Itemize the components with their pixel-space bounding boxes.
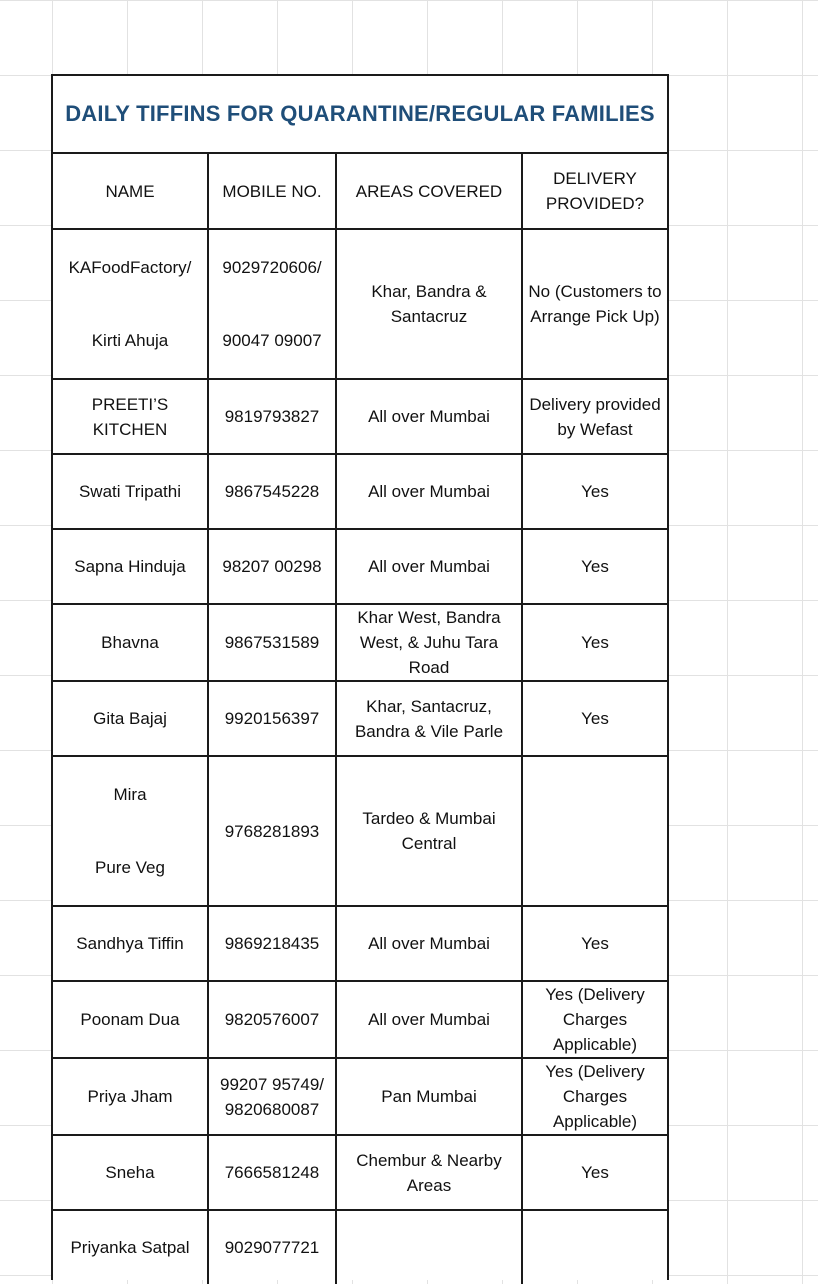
name-line: Kirti Ahuja [91,331,169,350]
name-cell: Sneha [53,1135,208,1210]
mobile-cell: 9869218435 [208,906,336,981]
name-cell [53,756,208,906]
areas-cell: Tardeo & Mumbai Central [336,756,522,906]
areas-cell: All over Mumbai [336,529,522,604]
header-name: NAME [53,154,208,229]
delivery-cell: Yes [522,681,667,756]
mobile-cell: 9920156397 [208,681,336,756]
name-cell: Sandhya Tiffin [53,906,208,981]
table-row [53,1058,667,1135]
header-areas: AREAS COVERED [336,154,522,229]
table-row [53,981,667,1058]
delivery-cell: Yes [522,906,667,981]
table-row [53,1210,667,1284]
tiffin-list-sheet [51,74,669,1280]
mobile-line: 9029720606/ [222,258,322,277]
mobile-line: 90047 09007 [222,331,322,350]
table-row [53,454,667,529]
mobile-cell: 9768281893 [208,756,336,906]
areas-cell: All over Mumbai [336,379,522,454]
delivery-cell: Yes [522,604,667,681]
mobile-cell: 99207 95749/ 9820680087 [208,1058,336,1135]
table-row [53,681,667,756]
mobile-cell: 9029077721 [208,1210,336,1284]
name-cell: Gita Bajaj [53,681,208,756]
delivery-cell: Yes [522,1135,667,1210]
name-line: KAFoodFactory/ [68,258,192,277]
name-cell: Bhavna [53,604,208,681]
mobile-cell: 9819793827 [208,379,336,454]
table-row [53,604,667,681]
table-row [53,229,667,379]
name-cell: Priya Jham [53,1058,208,1135]
name-line: Mira [113,785,147,804]
header-row [53,154,667,229]
areas-cell: All over Mumbai [336,906,522,981]
delivery-cell: Yes [522,454,667,529]
name-cell: Poonam Dua [53,981,208,1058]
mobile-cell: 9867531589 [208,604,336,681]
areas-cell: All over Mumbai [336,454,522,529]
name-cell: Sapna Hinduja [53,529,208,604]
areas-cell: Pan Mumbai [336,1058,522,1135]
name-cell: Swati Tripathi [53,454,208,529]
name-cell [53,229,208,379]
areas-cell [336,1210,522,1284]
delivery-cell: Yes (Delivery Charges Applicable) [522,981,667,1058]
table-row [53,1135,667,1210]
mobile-cell: 9867545228 [208,454,336,529]
areas-cell: Khar West, Bandra West, & Juhu Tara Road [336,604,522,681]
header-delivery: DELIVERY PROVIDED? [522,154,667,229]
mobile-cell: 7666581248 [208,1135,336,1210]
delivery-cell: Delivery provided by Wefast [522,379,667,454]
table-row [53,756,667,906]
delivery-cell [522,1210,667,1284]
mobile-cell [208,229,336,379]
table-row [53,529,667,604]
areas-cell: All over Mumbai [336,981,522,1058]
delivery-cell: No (Customers to Arrange Pick Up) [522,229,667,379]
areas-cell: Khar, Bandra & Santacruz [336,229,522,379]
mobile-cell: 98207 00298 [208,529,336,604]
table-row [53,906,667,981]
delivery-cell: Yes [522,529,667,604]
areas-cell: Khar, Santacruz, Bandra & Vile Parle [336,681,522,756]
mobile-cell: 9820576007 [208,981,336,1058]
delivery-cell: Yes (Delivery Charges Applicable) [522,1058,667,1135]
delivery-cell [522,756,667,906]
header-mobile: MOBILE NO. [208,154,336,229]
table-row [53,379,667,454]
name-cell: Priyanka Satpal [53,1210,208,1284]
areas-cell: Chembur & Nearby Areas [336,1135,522,1210]
tiffin-table [53,154,667,1284]
sheet-title: DAILY TIFFINS FOR QUARANTINE/REGULAR FAMILIES [53,76,667,154]
name-cell: PREETI’S KITCHEN [53,379,208,454]
name-line: Pure Veg [95,858,165,877]
